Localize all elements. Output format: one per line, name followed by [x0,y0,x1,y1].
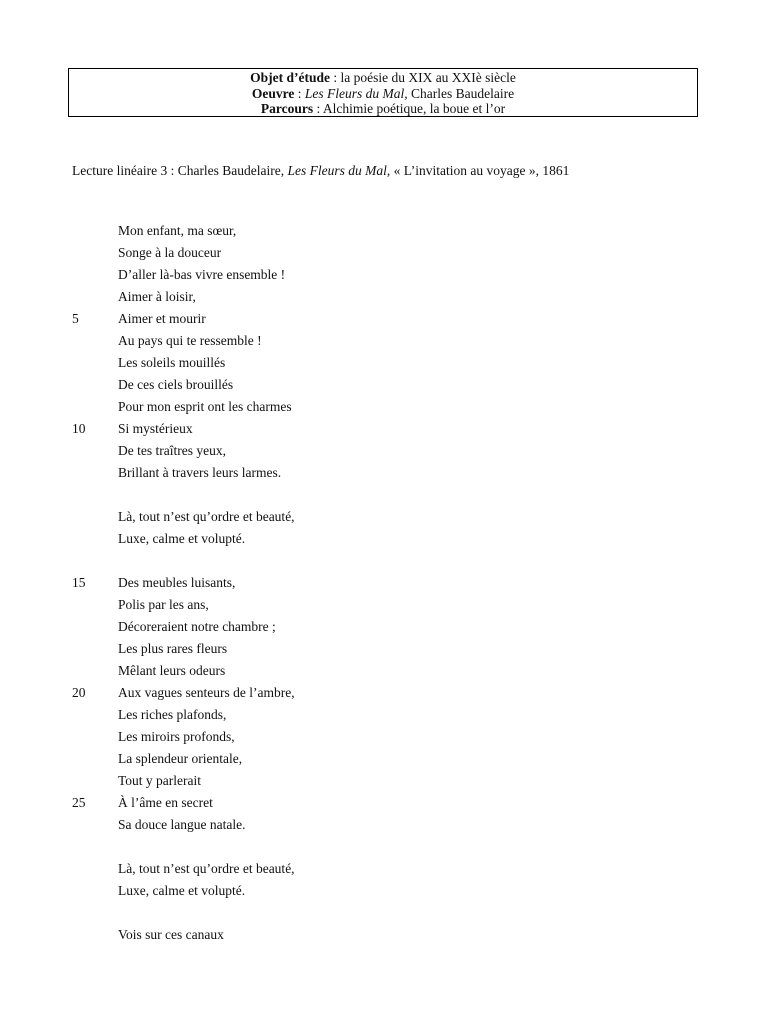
line-number: 20 [72,685,86,700]
line-text: De ces ciels brouillés [118,377,234,392]
line-number: 25 [72,795,86,810]
line-text: Les plus rares fleurs [118,641,228,656]
stanza-break [72,836,712,858]
poem-line [72,814,712,836]
header-objet-text: : la poésie du XIX au XXIè siècle [329,70,516,85]
poem-line [72,616,712,638]
line-text: Les riches plafonds, [118,707,227,722]
line-text: Polis par les ans, [118,597,209,612]
header-objet-line [69,70,697,86]
line-text: Mêlant leurs odeurs [118,663,226,678]
line-text: Vois sur ces canaux [118,927,224,942]
line-text: Là, tout n’est qu’ordre et beauté, [118,509,295,524]
line-text: Sa douce langue natale. [118,817,246,832]
lecture-prefix: Lecture linéaire 3 : Charles Baudelaire, [72,163,288,178]
poem-line [72,770,712,792]
line-text: Songe à la douceur [118,245,222,260]
line-text: Si mystérieux [118,421,193,436]
line-text: Luxe, calme et volupté. [118,531,246,546]
line-text: À l’âme en secret [118,795,213,810]
poem-line [72,352,712,374]
poem-line [72,704,712,726]
header-parcours-line [69,101,697,117]
line-number: 15 [72,575,86,590]
poem-line [72,660,712,682]
lecture-title [72,162,569,180]
line-text: D’aller là-bas vivre ensemble ! [118,267,286,282]
line-text: Les soleils mouillés [118,355,226,370]
poem-line [72,528,712,550]
line-text: Décoreraient notre chambre ; [118,619,276,634]
line-text: Mon enfant, ma sœur, [118,223,237,238]
poem-line [72,286,712,308]
poem-line [72,726,712,748]
header-objet-label: Objet d’étude [250,70,330,85]
poem-line [72,396,712,418]
poem-line [72,418,712,440]
line-text: Tout y parlerait [118,773,202,788]
poem [72,220,712,946]
poem-line [72,682,712,704]
line-text: Aux vagues senteurs de l’ambre, [118,685,295,700]
poem-line [72,264,712,286]
poem-line [72,242,712,264]
line-text: De tes traîtres yeux, [118,443,226,458]
poem-line [72,594,712,616]
poem-line [72,506,712,528]
poem-line [72,792,712,814]
poem-line [72,748,712,770]
lecture-work-title: Les Fleurs du Mal [287,163,387,178]
header-oeuvre-title: Les Fleurs du Mal, [304,85,408,101]
line-text: Pour mon esprit ont les charmes [118,399,292,414]
header-parcours-label: Parcours [260,101,314,116]
header-oeuvre-label: Oeuvre [251,85,295,101]
poem-line [72,880,712,902]
line-text: Au pays qui te ressemble ! [118,333,262,348]
line-text: Les miroirs profonds, [118,729,235,744]
line-text: Brillant à travers leurs larmes. [118,465,282,480]
line-number: 10 [72,421,86,436]
poem-line [72,572,712,594]
poem-line [72,220,712,242]
poem-line [72,440,712,462]
line-text: La splendeur orientale, [118,751,243,766]
lecture-suffix: , « L’invitation au voyage », 1861 [386,163,570,178]
stanza-break [72,550,712,572]
line-number: 5 [72,311,79,326]
poem-line [72,924,712,946]
line-text: Là, tout n’est qu’ordre et beauté, [118,861,295,876]
poem-line [72,374,712,396]
header-box [68,68,698,117]
poem-line [72,308,712,330]
stanza-break [72,902,712,924]
poem-line [72,462,712,484]
header-parcours-text: : Alchimie poétique, la boue et l’or [313,101,506,116]
header-oeuvre-sep: : [294,85,305,101]
header-oeuvre-line [69,86,697,102]
line-text: Aimer à loisir, [118,289,196,304]
stanza-break [72,484,712,506]
line-text: Des meubles luisants, [118,575,236,590]
line-text: Luxe, calme et volupté. [118,883,246,898]
poem-line [72,330,712,352]
line-text: Aimer et mourir [118,311,206,326]
poem-line [72,638,712,660]
poem-line [72,858,712,880]
header-oeuvre-author: Charles Baudelaire [407,85,515,101]
